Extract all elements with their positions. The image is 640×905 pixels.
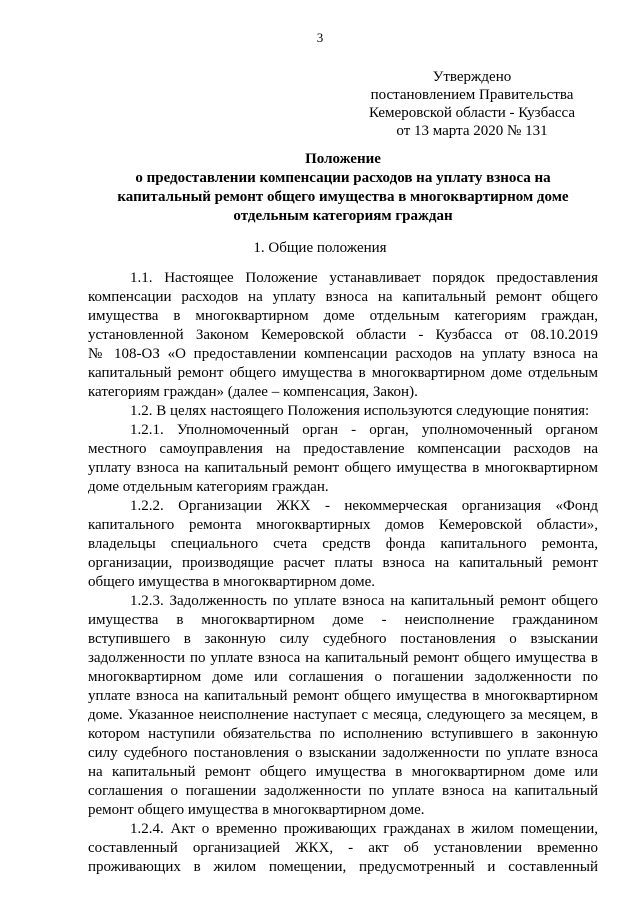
text-line: общего имущества в многоквартирном доме. — [88, 574, 376, 590]
text-line: уплату взноса на капитальный ремонт общего имущества в многоквартирном — [88, 460, 598, 476]
section-heading: 1. Общие положения — [253, 240, 387, 256]
text-line: № 108-ОЗ «О предоставлении компенсации расходов на уплату взноса на — [88, 346, 598, 362]
text-line: уплате взноса на капитальный ремонт общего имущества в многоквартирном — [88, 688, 598, 704]
title-line: капитальный ремонт общего имущества в многоквартирном доме — [117, 189, 569, 205]
text-line: 1.2.1. Уполномоченный орган - орган, уполномоченный органом — [130, 422, 598, 438]
title-line: о предоставлении компенсации расходов на уплату взноса на — [135, 170, 551, 186]
text-line: имущества в многоквартирном доме - неисполнение гражданином — [88, 612, 598, 628]
text-line: котором наступили обязательства по исполнению вступившего в законную — [88, 726, 598, 742]
text-line: ремонт общего имущества в многоквартирном доме. — [88, 802, 425, 818]
approval-line: постановлением Правительства — [370, 87, 574, 103]
page-number: 3 — [316, 30, 324, 45]
text-line: 1.2. В целях настоящего Положения используются следующие понятия: — [130, 403, 590, 419]
text-line: силу судебного постановления о взыскании задолженности по уплате взноса — [88, 745, 598, 761]
text-line: 1.1. Настоящее Положение устанавливает порядок предоставления — [130, 270, 598, 286]
text-line: капитального ремонта многоквартирных домов Кемеровской области», — [88, 517, 598, 533]
body-text — [88, 269, 598, 877]
text-line: 1.2.3. Задолженность по уплате взноса на капитальный ремонт общего — [130, 593, 598, 609]
approval-line: Кемеровской области - Кузбасса — [368, 105, 576, 121]
approval-stamp — [362, 68, 582, 140]
text-line: вступившего в законную силу судебного постановления о взыскании — [88, 631, 598, 647]
text-line: установленной Законом Кемеровской области - Кузбасса от 08.10.2019 — [88, 327, 598, 343]
text-line: организации, производящие расчет платы взноса на капитальный ремонт — [88, 555, 598, 571]
text-line: доме отдельным категориям граждан. — [88, 479, 329, 495]
text-line: местного самоуправления на предоставление компенсации расходов на — [88, 441, 598, 457]
text-line: на капитальный ремонт общего имущества в многоквартирном доме или — [88, 764, 598, 780]
text-line: 1.2.4. Акт о временно проживающих гражданах в жилом помещении, — [130, 821, 598, 837]
text-line: составленный организацией ЖКХ, - акт об установлении временно — [88, 840, 598, 856]
text-line: доме. Указанное неисполнение наступает с месяца, следующего за месяцем, в — [88, 707, 598, 723]
approval-line: Утверждено — [432, 69, 512, 85]
document-title — [88, 150, 598, 226]
text-line: категориям граждан» (далее – компенсация, Закон). — [88, 384, 418, 400]
text-line: соглашения о погашении задолженности по уплате взноса на капитальный — [88, 783, 598, 799]
text-line: 1.2.2. Организации ЖКХ - некоммерческая организация «Фонд — [130, 498, 598, 514]
text-line: компенсации расходов на уплату взноса на капитальный ремонт общего — [88, 289, 598, 305]
text-line: многоквартирном доме или соглашения о погашении задолженности по — [88, 669, 598, 685]
title-line: Положение — [305, 151, 381, 167]
text-line: владельцы специального счета средств фонда капитального ремонта, — [88, 536, 598, 552]
text-line: проживающих в жилом помещении, предусмотренный и составленный — [88, 859, 598, 875]
title-line: отдельным категориям граждан — [233, 208, 453, 224]
approval-line: от 13 марта 2020 № 131 — [396, 123, 548, 139]
text-line: капитальный ремонт общего имущества в многоквартирном доме отдельным — [88, 365, 598, 381]
text-line: задолженности по уплате взноса на капитальный ремонт общего имущества в — [88, 650, 598, 666]
text-line: имущества в многоквартирном доме отдельным категориям граждан, — [88, 308, 598, 324]
